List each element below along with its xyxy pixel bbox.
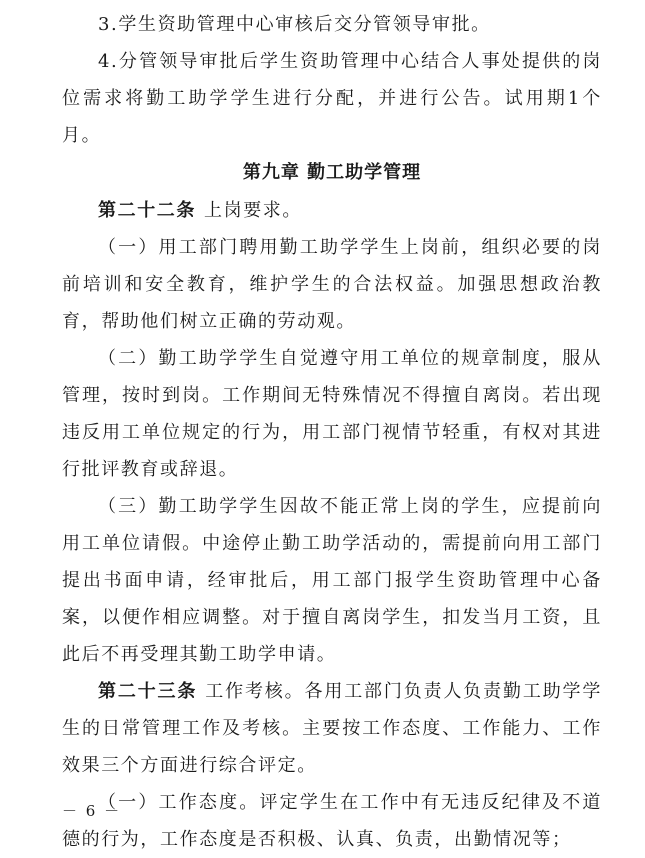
article-23-text: 工作考核。各用工部门负责人负责勤工助学学生的日常管理工作及考核。主要按工作态度、工作能力、工作效果三个方面进行综合评定。 xyxy=(62,681,602,776)
chapter-title: 第九章 勤工助学管理 xyxy=(242,162,422,183)
article-22-item-2: （二）勤工助学学生自觉遵守用工单位的规章制度，服从管理，按时到岗。工作期间无特殊情况不得擅自离岗。若出现违反用工单位规定的行为，用工部门视情节轻重，有权对其进行批评教育或辞退。 xyxy=(62,348,602,480)
article-22-heading xyxy=(62,192,602,229)
article-22-item-3: （三）勤工助学学生因故不能正常上岗的学生，应提前向用工单位请假。中途停止勤工助学活动的，需提前向用工部门提出书面申请，经审批后，用工部门报学生资助管理中心备案，以便作相应调整。对于擅自离岗学生，扣发当月工资，且此后不再受理其勤工助学申请。 xyxy=(62,496,602,665)
page-number: － 6 － xyxy=(62,802,122,820)
article-23-label: 第二十三条 xyxy=(98,681,198,702)
article-23-paragraph xyxy=(62,673,602,784)
article-22-label: 第二十二条 xyxy=(98,200,196,221)
article-22-item-1: （一）用工部门聘用勤工助学学生上岗前，组织必要的岗前培训和安全教育，维护学生的合法权益。加强思想政治教育，帮助他们树立正确的劳动观。 xyxy=(62,237,602,332)
article-22-text: 上岗要求。 xyxy=(204,200,302,221)
paragraph-item-4: 4.分管领导审批后学生资助管理中心结合人事处提供的岗位需求将勤工助学学生进行分配，并进行公告。试用期1个月。 xyxy=(62,51,602,146)
paragraph-item-3: 3.学生资助管理中心审核后交分管领导审批。 xyxy=(98,14,491,35)
document-body xyxy=(62,6,602,858)
article-23-item-1: （一）工作态度。评定学生在工作中有无违反纪律及不道德的行为，工作态度是否积极、认真、负责，出勤情况等； xyxy=(62,792,602,850)
